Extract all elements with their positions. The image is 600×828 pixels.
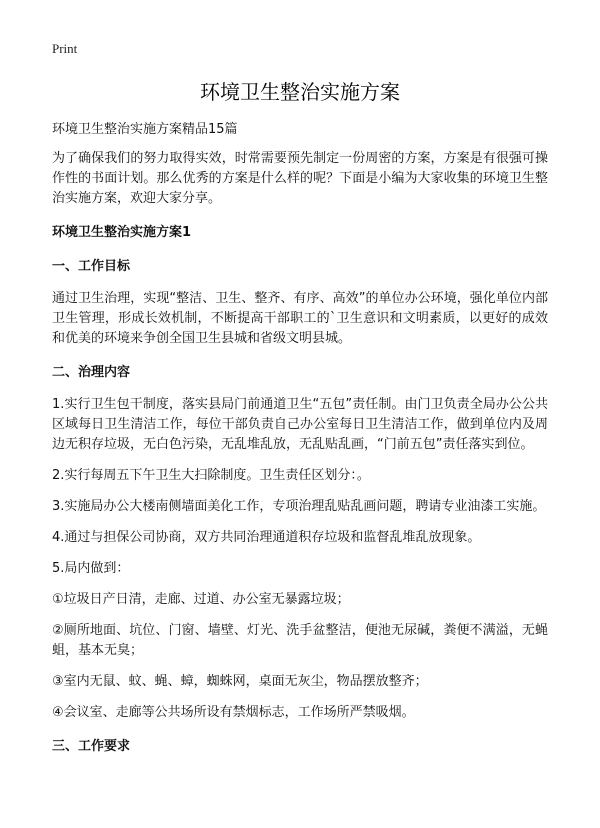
content-subitem-4: ④会议室、走廊等公共场所设有禁烟标志，工作场所严禁吸烟。 bbox=[52, 705, 415, 720]
document-subtitle: 环境卫生整治实施方案精品15篇 bbox=[52, 122, 238, 137]
print-label: Print bbox=[52, 41, 78, 56]
goals-paragraph: 通过卫生治理，实现“整洁、卫生、整齐、有序、高效”的单位办公环境，强化单位内部卫生管理，形成长效机制，不断提高干部职工的`卫生意识和文明素质，以更好的成效和优美的环境来争创全国卫生县城和省级文明县城。 bbox=[52, 291, 548, 346]
section-heading-goals: 一、工作目标 bbox=[52, 259, 131, 274]
content-item-1: 1.实行卫生包干制度，落实县局门前通道卫生“五包”责任制。由门卫负责全局办公公共区域每日卫生清洁工作，每位干部负责自己办公室每日卫生清洁工作，做到单位内及周边无积存垃圾，无白色污染，无乱堆乱放，无乱贴乱画，“门前五包”责任落实到位。 bbox=[52, 397, 548, 452]
content-item-4: 4.通过与担保公司协商，双方共同治理通道积存垃圾和监督乱堆乱放现象。 bbox=[52, 530, 481, 545]
intro-paragraph: 为了确保我们的努力取得实效，时常需要预先制定一份周密的方案，方案是有很强可操作性的书面计划。那么优秀的方案是什么样的呢？下面是小编为大家收集的环境卫生整治实施方案，欢迎大家分享。 bbox=[52, 151, 548, 206]
content-subitem-3: ③室内无鼠、蚊、蝇、蟑，蜘蛛网，桌面无灰尘，物品摆放整齐； bbox=[52, 674, 428, 689]
document-title: 环境卫生整治实施方案 bbox=[200, 80, 400, 104]
content-subitem-2: ②厕所地面、坑位、门窗、墙壁、灯光、洗手盆整洁，便池无尿碱，粪便不满溢，无蝇蛆，基本无臭； bbox=[52, 623, 548, 658]
section-heading-requirements: 三、工作要求 bbox=[52, 739, 131, 754]
plan-heading: 环境卫生整治实施方案1 bbox=[52, 225, 192, 240]
section-heading-content: 二、治理内容 bbox=[52, 365, 131, 380]
content-item-5: 5.局内做到： bbox=[52, 561, 130, 576]
content-item-3: 3.实施局办公大楼南侧墙面美化工作，专项治理乱贴乱画问题，聘请专业油漆工实施。 bbox=[52, 499, 546, 514]
content-subitem-1: ①垃圾日产日清，走廊、过道、办公室无暴露垃圾； bbox=[52, 592, 350, 607]
content-item-2: 2.实行每周五下午卫生大扫除制度。卫生责任区划分：。 bbox=[52, 468, 370, 483]
